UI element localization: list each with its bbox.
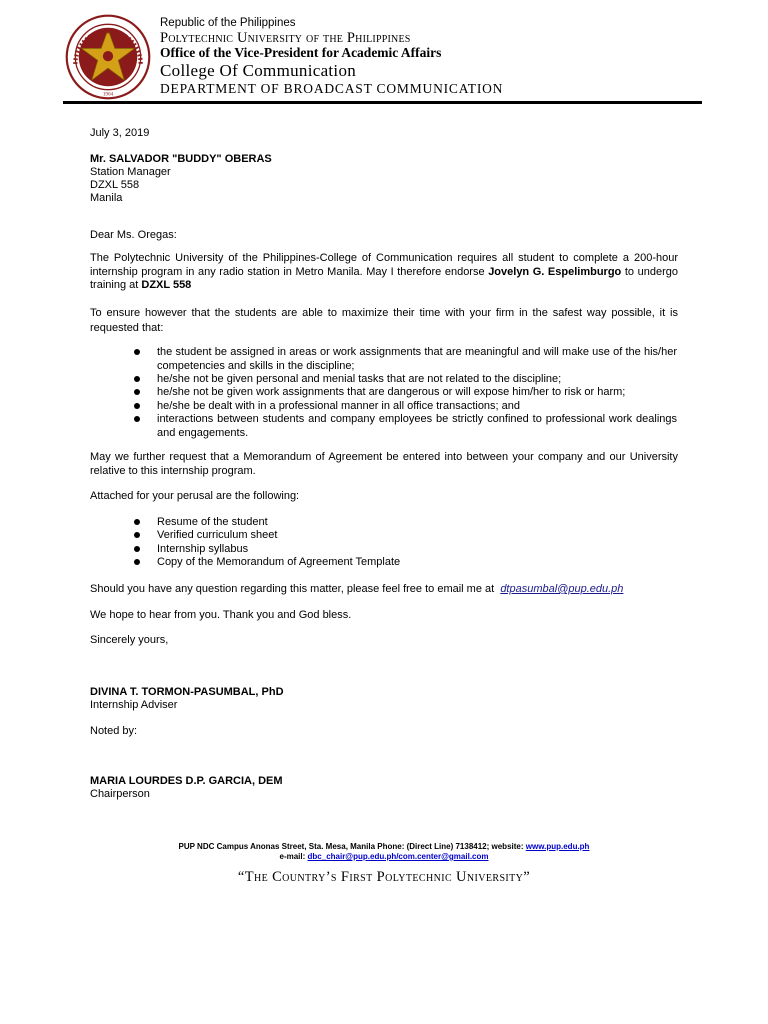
list-item: interactions between students and company employees be strictly confined to professional work dealings and engagements. [157,413,677,439]
paragraph-moa: May we further request that a Memorandum of Agreement be entered into between your company and our University relative to this internship program. [90,451,678,477]
bullet-icon [134,349,140,355]
list-item: he/she be dealt with in a professional manner in all office transactions; and [157,400,521,412]
department-name: DEPARTMENT OF BROADCAST COMMUNICATION [160,81,504,96]
svg-text:1904: 1904 [102,91,114,98]
recipient-station: DZXL 558 [90,179,140,191]
footer-address-text: PUP NDC Campus Anonas Street, Sta. Mesa, Manila Phone: (Direct Line) 7138412; website: [178,842,526,851]
footer-email [0,852,768,862]
salutation: Dear Ms. Oregas: [90,229,177,241]
list-item: Internship syllabus [157,543,249,555]
signatory-chair-name: MARIA LOURDES D.P. GARCIA, DEM [90,775,283,787]
paragraph-requests-intro: To ensure however that the students are able to maximize their time with your firm in the safest way possible, it is requested that: [90,307,678,334]
footer-email-label: e-mail: [279,852,308,861]
closing: Sincerely yours, [90,634,169,646]
university-motto: “The Country’s First Polytechnic University” [237,869,531,885]
paragraph-attachments-intro: Attached for your perusal are the following: [90,490,300,502]
office-name: Office of the Vice-President for Academic Affairs [160,45,442,60]
university-seal-logo [65,14,151,100]
list-item: he/she not be given work assignments that are dangerous or will expose him/her to risk or harm; [157,386,626,398]
signatory-chair-role: Chairperson [90,788,150,800]
list-item: he/she not be given personal and menial tasks that are not related to the discipline; [157,373,562,385]
bullet-icon [134,403,140,409]
recipient-name: Mr. SALVADOR "BUDDY" OBERAS [90,153,272,165]
department-email-link[interactable]: dbc_chair@pup.edu.ph/com.center@gmail.com [307,852,489,861]
station-name: DZXL 558 [141,279,192,291]
noted-by: Noted by: [90,725,138,737]
letter-date: July 3, 2019 [90,127,150,139]
signatory-adviser-name: DIVINA T. TORMON-PASUMBAL, PhD [90,686,284,698]
paragraph-endorsement-text: The Polytechnic University of the Philippines-College of Communication requires all student to complete a 200-hour internship program in any radio station in Metro Manila. May I therefore endorse [90,252,678,278]
paragraph-thanks: We hope to hear from you. Thank you and God bless. [90,609,352,621]
recipient-title: Station Manager [90,166,171,178]
list-item: Copy of the Memorandum of Agreement Template [157,556,401,568]
paragraph-contact [90,583,623,596]
university-name: Polytechnic University of the Philippines [160,30,411,46]
republic-line: Republic of the Philippines [160,17,296,29]
bullet-icon [134,519,140,525]
list-item: Verified curriculum sheet [157,529,278,541]
list-item: Resume of the student [157,516,268,528]
bullet-icon [134,532,140,538]
signatory-adviser-role: Internship Adviser [90,699,178,711]
list-item: the student be assigned in areas or work assignments that are meaningful and will make use of the his/her competencies and skills in the discipline; [157,346,677,372]
bullet-icon [134,546,140,552]
paragraph-contact-text: Should you have any question regarding this matter, please feel free to email me at [90,583,495,595]
adviser-email-link[interactable]: dtpasumbal@pup.edu.ph [500,583,624,595]
website-link[interactable]: www.pup.edu.ph [525,842,590,851]
bullet-icon [134,416,140,422]
bullet-icon [134,389,140,395]
bullet-icon [134,559,140,565]
college-name: College Of Communication [160,61,357,80]
paragraph-endorsement [90,252,678,293]
recipient-city: Manila [90,192,123,204]
bullet-icon [134,376,140,382]
header-divider [63,101,702,104]
student-name: Jovelyn G. Espelimburgo [488,265,622,278]
footer-address [0,842,768,852]
paragraph-endorsement-middle: to undergo training at [90,265,678,291]
